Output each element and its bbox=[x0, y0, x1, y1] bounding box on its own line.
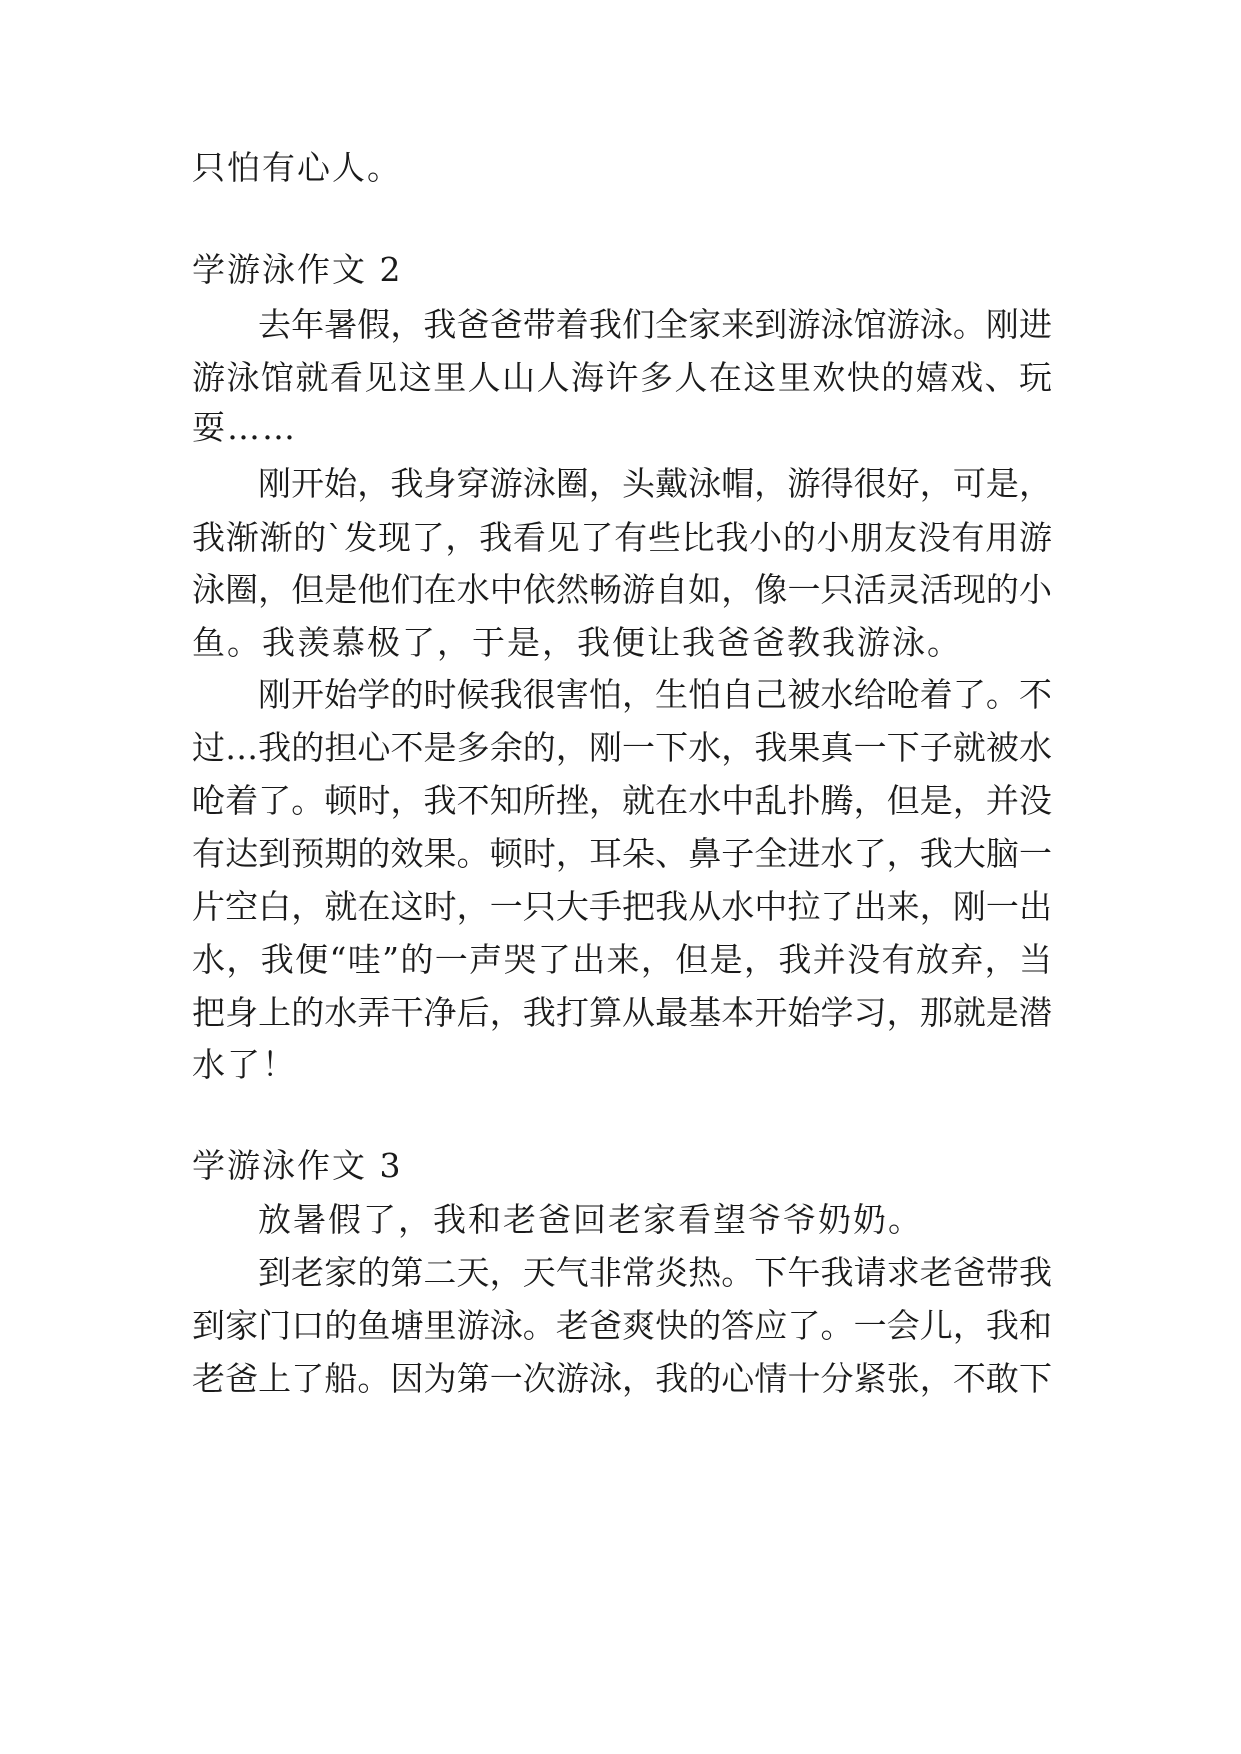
text-line: 过…我的担心不是多余的，刚一下水，我果真一下子就被水 bbox=[192, 728, 1052, 767]
text-line: 刚开始学的时候我很害怕，生怕自己被水给呛着了。不 bbox=[258, 675, 1052, 714]
section-title: 学游泳作文 2 bbox=[192, 250, 403, 289]
text-line: 去年暑假，我爸爸带着我们全家来到游泳馆游泳。刚进 bbox=[258, 305, 1052, 344]
text-line: 水了！ bbox=[192, 1045, 297, 1084]
text-line: 放暑假了，我和老爸回老家看望爷爷奶奶。 bbox=[258, 1200, 923, 1239]
text-line: 鱼。我羡慕极了，于是，我便让我爸爸教我游泳。 bbox=[192, 623, 962, 662]
text-line: 游泳馆就看见这里人山人海许多人在这里欢快的嬉戏、玩 bbox=[192, 358, 1052, 397]
text-line: 片空白，就在这时，一只大手把我从水中拉了出来，刚一出 bbox=[192, 887, 1052, 926]
section-title: 学游泳作文 3 bbox=[192, 1146, 403, 1185]
text-line: 只怕有心人。 bbox=[192, 148, 402, 187]
text-line: 到家门口的鱼塘里游泳。老爸爽快的答应了。一会儿，我和 bbox=[192, 1306, 1052, 1345]
text-line: 水，我便“哇”的一声哭了出来，但是，我并没有放弃，当 bbox=[192, 940, 1052, 979]
text-line: 有达到预期的效果。顿时，耳朵、鼻子全进水了，我大脑一 bbox=[192, 834, 1052, 873]
text-line: 到老家的第二天，天气非常炎热。下午我请求老爸带我 bbox=[258, 1253, 1052, 1292]
text-line: 呛着了。顿时，我不知所挫，就在水中乱扑腾，但是，并没 bbox=[192, 781, 1052, 820]
text-line: 泳圈，但是他们在水中依然畅游自如，像一只活灵活现的小 bbox=[192, 570, 1052, 609]
text-line: 老爸上了船。因为第一次游泳，我的心情十分紧张，不敢下 bbox=[192, 1359, 1052, 1398]
text-line: 我渐渐的`发现了，我看见了有些比我小的小朋友没有用游 bbox=[192, 518, 1052, 557]
text-line: 把身上的水弄干净后，我打算从最基本开始学习，那就是潜 bbox=[192, 993, 1052, 1032]
text-line: 耍…… bbox=[192, 408, 297, 447]
text-line: 刚开始，我身穿游泳圈，头戴泳帽，游得很好，可是， bbox=[258, 464, 1052, 503]
